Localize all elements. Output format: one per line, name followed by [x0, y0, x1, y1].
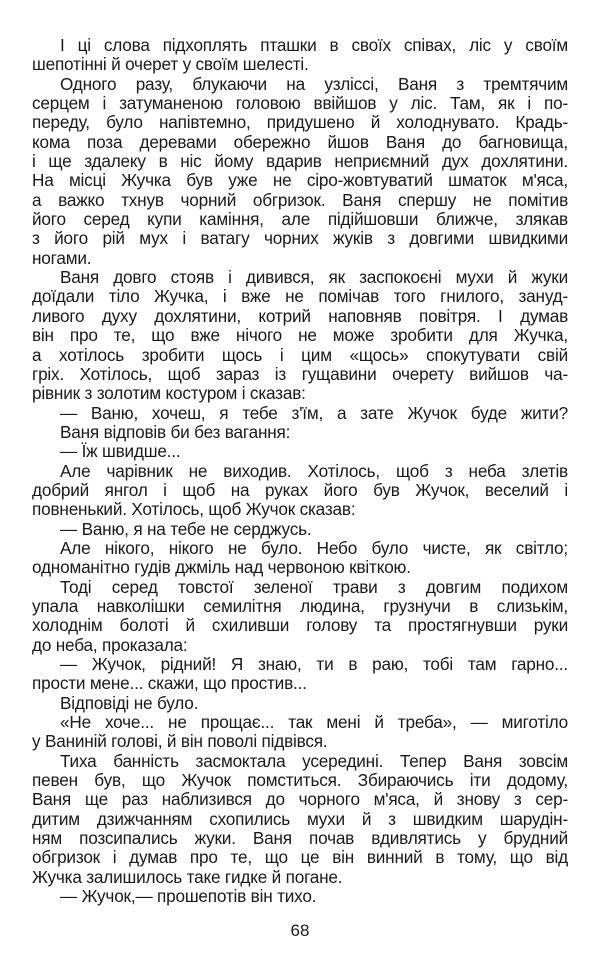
text-line: кома поза деревами обережно йшов Ваня до багновища, — [32, 131, 568, 152]
text-line: Тиха банність засмоктала усередині. Тепер Ваня зовсім — [60, 750, 568, 771]
text-line: переду, було напівтемно, придушено й холоднувато. Крадь- — [32, 112, 568, 133]
text-line: шепотінні й очерет у своїм шелесті. — [32, 54, 309, 75]
text-line: доїдали тіло Жучка, і вже не помічав того гнилого, зануд- — [32, 286, 568, 307]
text-line: а хотілось зробити щось і цим «щось» спокутувати свій — [32, 344, 568, 365]
text-line: — Жучок,— прошепотів він тихо. — [60, 886, 317, 907]
text-line: рівник з золотим костуром і сказав: — [32, 383, 306, 404]
text-line: прости мене... скажи, що простив... — [32, 673, 307, 694]
text-line: упала навколішки семилітня людина, грузнучи в слизькім, — [32, 595, 568, 616]
text-line: добрий янгол і щоб на руках його був Жучок, веселий і — [32, 479, 568, 500]
text-line: серцем і затуманеною головою ввійшов у ліс. Там, як і по- — [32, 93, 568, 114]
text-line: певен був, що Жучок помститься. Збираючись іти додому, — [32, 770, 568, 791]
text-line: ням позсипались жуки. Ваня почав вдивлятись у брудний — [32, 828, 568, 849]
text-line: його серед купи каміння, але підійшовши ближче, злякав — [32, 209, 568, 230]
text-line: до неба, проказала: — [32, 634, 188, 655]
text-line: — Ваню, я на тебе не серджусь. — [60, 518, 312, 539]
text-line: він про те, що вже нічого не може зробити для Жучка, — [32, 325, 568, 346]
text-line: На місці Жучка був уже не сіро-жовтуватий шматок м'яса, — [32, 170, 568, 191]
text-line: Одного разу, блукаючи на узліссі, Ваня з тремтячим — [60, 73, 568, 94]
text-line: Жучка залишилось таке гидке й погане. — [32, 866, 343, 887]
text-line: — Їж швидше... — [60, 441, 181, 462]
text-line: ливого духу дохлятини, котрий наповняв повітря. І думав — [32, 305, 568, 326]
text-line: одноманітно гудів джміль над червоною квіткою. — [32, 557, 411, 578]
text-line: у Ваниній голові, й він поволі підвівся. — [32, 731, 328, 752]
text-line: Тоді серед товстої зеленої трави з довгим подихом — [60, 576, 568, 597]
text-line: ногами. — [32, 247, 92, 268]
text-line: холоднім болоті й схиливши голову та простягнувши руки — [32, 615, 568, 636]
page-number: 68 — [290, 921, 310, 940]
text-line: — Жучок, рідний! Я знаю, ти в раю, тобі там гарно... — [60, 654, 568, 674]
book-page-text — [32, 36, 568, 906]
text-line: гріх. Хотілось, щоб зараз із гущавини очерету вийшов ча- — [32, 363, 568, 384]
text-line: а важко тхнув чорний обгризок. Ваня спершу не помітив — [32, 189, 568, 210]
text-line: Відповіді не було. — [60, 692, 199, 713]
text-line: І ці слова підхоплять пташки в своїх співах, ліс у своїм — [60, 35, 568, 55]
text-line: дитим дзижчанням схопились мухи й з швидким шарудін- — [32, 808, 568, 829]
text-line: обгризок і думав про те, що це він винний в тому, що від — [32, 847, 568, 868]
text-line: Ваня довго стояв і дивився, як заспокоєні мухи й жуки — [60, 267, 568, 288]
text-line: Але чарівник не виходив. Хотілось, щоб з неба злетів — [60, 460, 568, 481]
text-line: повненький. Хотілось, щоб Жучок сказав: — [32, 499, 356, 520]
text-line: Ваня відповів би без вагання: — [60, 421, 291, 442]
text-line: «Не хоче... не прощає... так мені й треба», — миготіло — [60, 712, 568, 733]
text-line: з його рій мух і ватагу чорних жуків з довгими швидкими — [32, 228, 568, 249]
text-line: Але нікого, нікого не було. Небо було чисте, як світло; — [60, 537, 568, 558]
text-line: і ще здалеку в ніс йому вдарив неприємний дух дохлятини. — [32, 151, 568, 172]
text-line: — Ваню, хочеш, я тебе з'їм, а зате Жучок буде жити? — [60, 402, 568, 423]
text-line: Ваня ще раз наблизився до чорного м'яса, й знову з сер- — [32, 789, 568, 810]
